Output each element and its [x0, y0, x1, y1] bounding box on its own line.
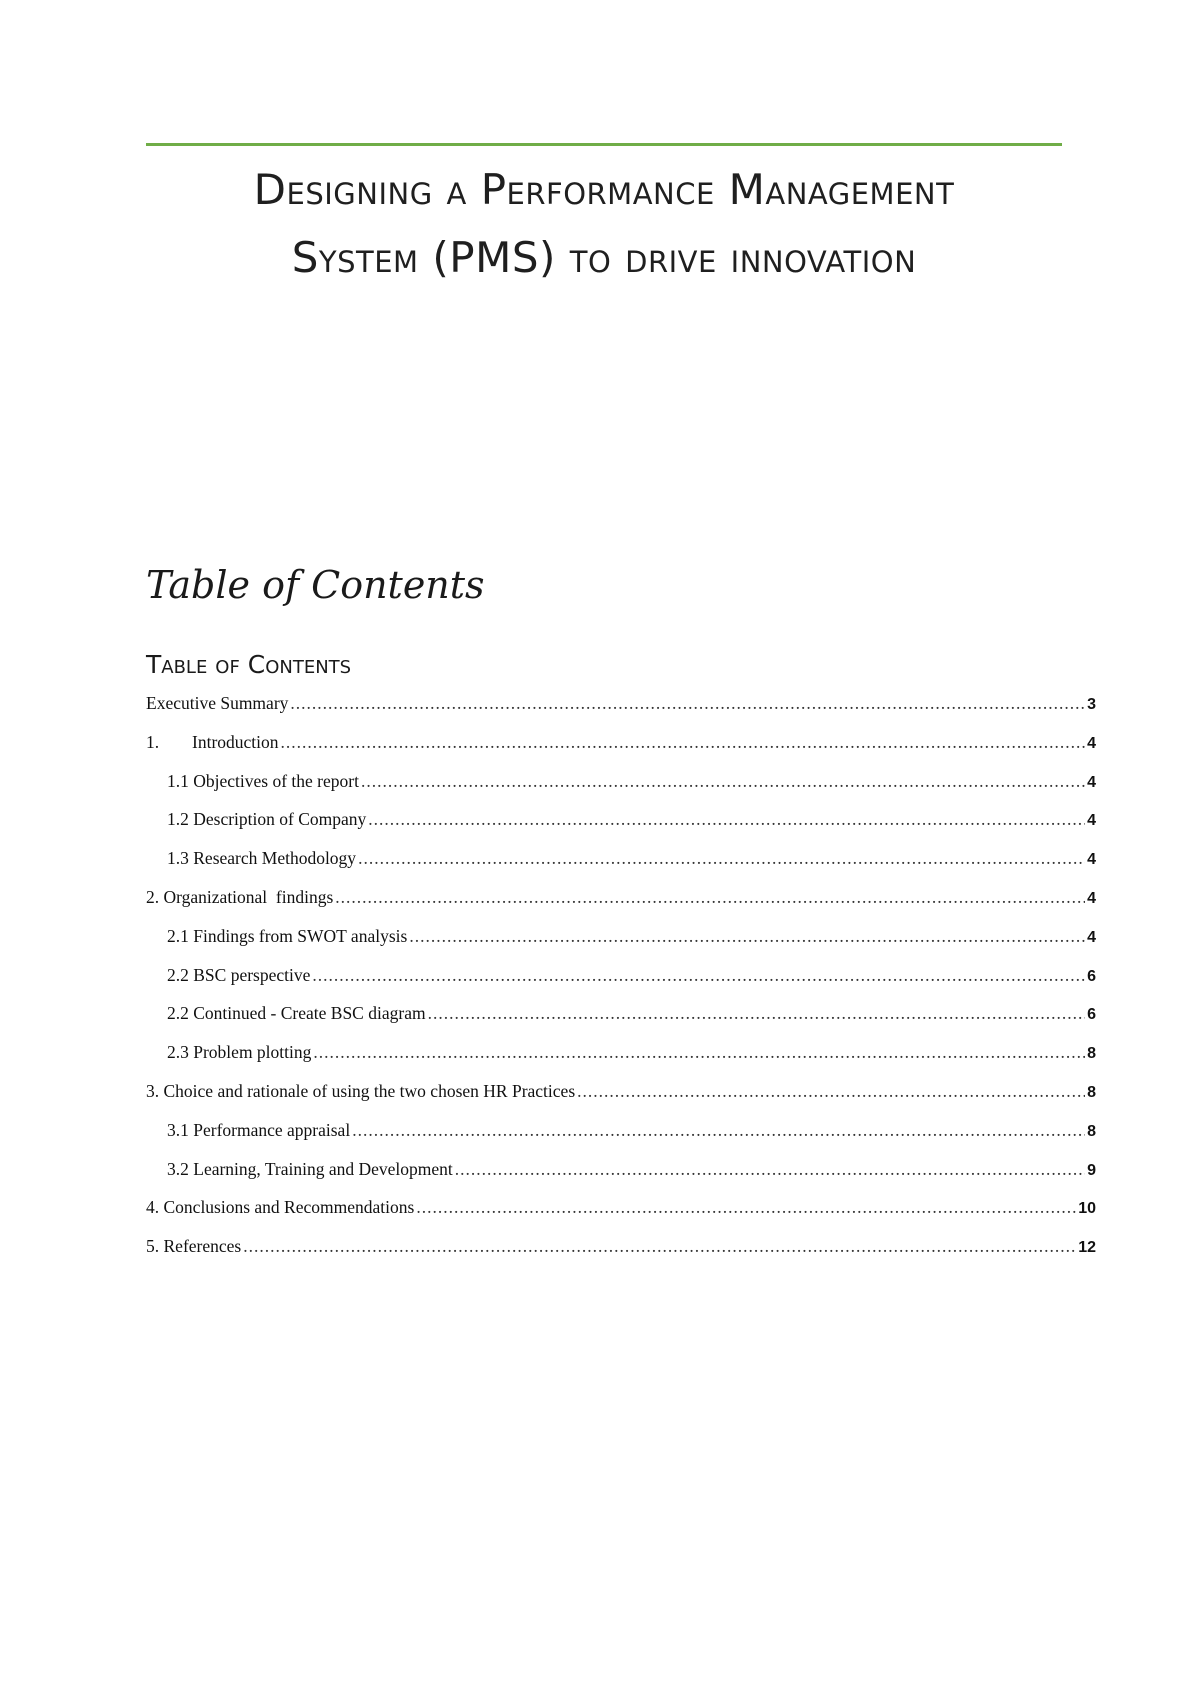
title-rule [146, 143, 1062, 146]
toc-entry-bsc-diagram[interactable] [146, 1003, 1096, 1042]
toc-entry-label: 2. Organizational findings [146, 886, 334, 907]
toc-leader-dots [416, 1197, 1076, 1218]
toc-entry-executive-summary[interactable] [146, 693, 1096, 732]
toc-entry-number: 1. [146, 731, 160, 752]
toc-leader-dots [243, 1236, 1076, 1257]
toc-entry-page: 9 [1087, 1161, 1096, 1179]
toc-entry-page: 6 [1087, 967, 1096, 985]
toc-leader-dots [455, 1159, 1085, 1180]
toc-entry-page: 3 [1087, 696, 1096, 713]
toc-leader-dots [577, 1081, 1085, 1102]
toc-entry-label: 1.3 Research Methodology [167, 848, 357, 869]
toc-entry-page: 12 [1078, 1239, 1096, 1257]
document-title [146, 156, 1062, 292]
document-title-line-2: System (PMS) to drive innovation [291, 233, 917, 282]
table-of-contents [146, 693, 1096, 1275]
toc-entry-label: 4. Conclusions and Recommendations [146, 1197, 415, 1218]
toc-entry-problem-plotting[interactable] [146, 1042, 1096, 1081]
toc-entry-page: 8 [1087, 1122, 1096, 1140]
toc-entry-label: 3. Choice and rationale of using the two chosen HR Practices [146, 1080, 576, 1101]
toc-leader-dots [409, 926, 1085, 947]
toc-entry-label: 2.2 Continued - Create BSC diagram [167, 1003, 426, 1024]
toc-entry-references[interactable] [146, 1236, 1096, 1275]
toc-entry-page: 4 [1087, 889, 1096, 907]
toc-entry-label: 2.2 BSC perspective [167, 964, 311, 985]
toc-entry-label: 3.2 Learning, Training and Development [167, 1158, 453, 1179]
toc-leader-dots [313, 1042, 1085, 1063]
toc-leader-dots [335, 887, 1085, 908]
toc-entry-page: 4 [1087, 851, 1096, 869]
toc-entry-bsc-perspective[interactable] [146, 965, 1096, 1004]
toc-entry-objectives[interactable] [146, 771, 1096, 810]
toc-entry-page: 6 [1087, 1006, 1096, 1024]
toc-entry-learning-training[interactable] [146, 1159, 1096, 1198]
toc-entry-page: 4 [1087, 773, 1096, 791]
toc-entry-page: 8 [1087, 1083, 1096, 1101]
toc-leader-dots [358, 848, 1085, 869]
toc-entry-label: 1.2 Description of Company [167, 809, 367, 830]
toc-leader-dots [361, 771, 1085, 792]
document-title-line-1: Designing a Performance Management [253, 165, 955, 214]
toc-leader-dots [290, 693, 1085, 714]
toc-entry-page: 4 [1087, 734, 1096, 752]
toc-leader-dots [352, 1120, 1085, 1141]
toc-entry-research-methodology[interactable] [146, 848, 1096, 887]
toc-heading-italic: Table of Contents [146, 563, 485, 607]
toc-entry-label: 5. References [146, 1236, 242, 1257]
toc-entry-label: 2.1 Findings from SWOT analysis [167, 925, 408, 946]
toc-entry-label: 2.3 Problem plotting [167, 1042, 312, 1063]
toc-entry-swot-findings[interactable] [146, 926, 1096, 965]
toc-entry-page: 4 [1087, 812, 1096, 830]
toc-entry-hr-practices[interactable] [146, 1081, 1096, 1120]
toc-entry-company-description[interactable] [146, 809, 1096, 848]
toc-entry-page: 4 [1087, 928, 1096, 946]
toc-entry-page: 10 [1078, 1200, 1096, 1218]
toc-entry-conclusions[interactable] [146, 1197, 1096, 1236]
toc-entry-organizational-findings[interactable] [146, 887, 1096, 926]
toc-entry-label: Introduction [192, 731, 279, 752]
toc-leader-dots [368, 809, 1085, 830]
toc-leader-dots [281, 732, 1086, 753]
toc-leader-dots [312, 965, 1085, 986]
toc-leader-dots [428, 1003, 1086, 1024]
toc-entry-label: 1.1 Objectives of the report [167, 770, 359, 791]
toc-entry-introduction[interactable] [146, 732, 1096, 771]
toc-entry-label: 3.1 Performance appraisal [167, 1119, 351, 1140]
toc-heading-caps: Table of Contents [146, 650, 352, 679]
toc-entry-label: Executive Summary [146, 693, 289, 713]
toc-entry-page: 8 [1087, 1045, 1096, 1063]
toc-entry-performance-appraisal[interactable] [146, 1120, 1096, 1159]
